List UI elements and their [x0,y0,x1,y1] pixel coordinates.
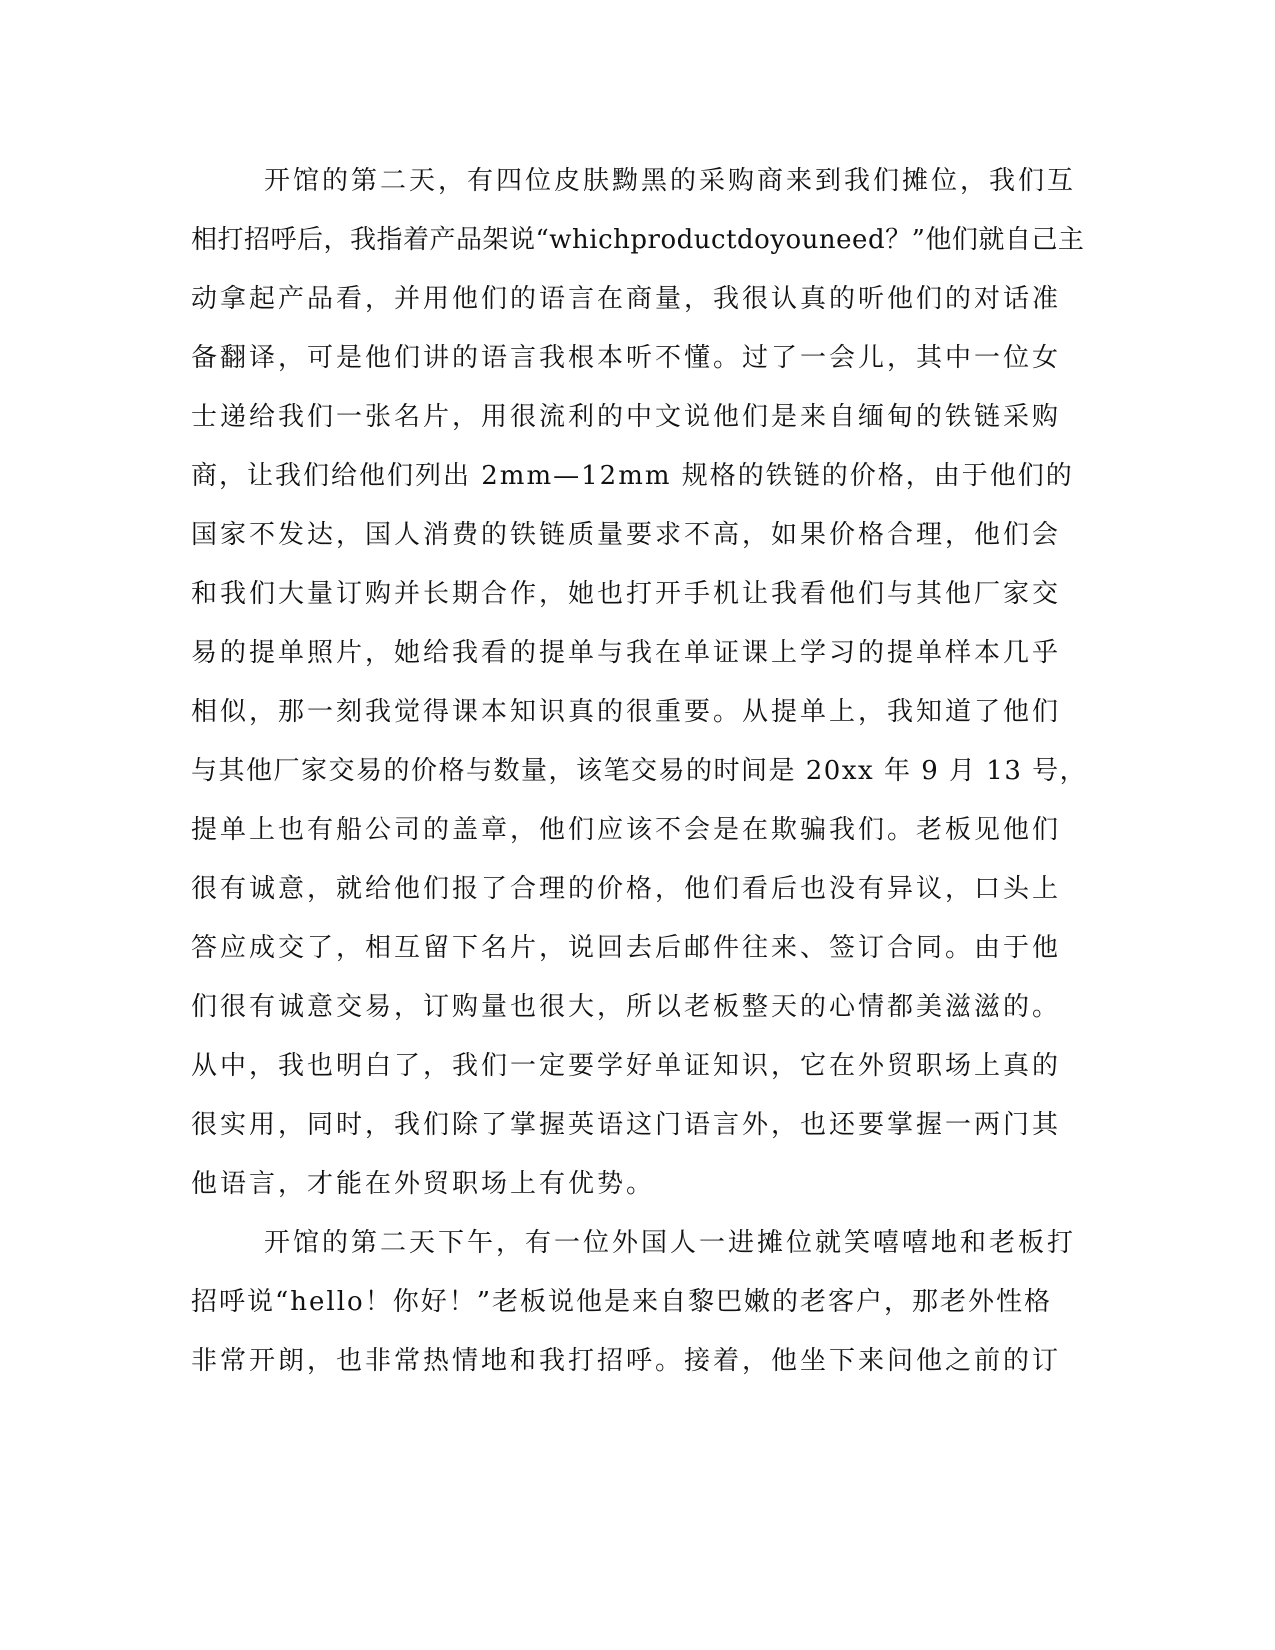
paragraph-line: 相似，那一刻我觉得课本知识真的很重要。从提单上，我知道了他们 [191,697,1062,727]
paragraph-line: 从中，我也明白了，我们一定要学好单证知识，它在外贸职场上真的 [191,1051,1062,1081]
paragraph-line: 商，让我们给他们列出 2mm—12mm 规格的铁链的价格，由于他们的 [191,461,1074,491]
paragraph-line: 国家不发达，国人消费的铁链质量要求不高，如果价格合理，他们会 [191,520,1062,550]
paragraph-line: 士递给我们一张名片，用很流利的中文说他们是来自缅甸的铁链采购 [191,402,1062,432]
paragraph-line: 他语言，才能在外贸职场上有优势。 [191,1169,656,1199]
paragraph-line: 非常开朗，也非常热情地和我打招呼。接着，他坐下来问他之前的订 [191,1346,1062,1376]
paragraph-line: 动拿起产品看，并用他们的语言在商量，我很认真的听他们的对话准 [191,284,1062,314]
paragraph-line: 备翻译，可是他们讲的语言我根本听不懂。过了一会儿，其中一位女 [191,343,1062,373]
paragraph-line: 招呼说“hello！你好！”老板说他是来自黎巴嫩的老客户，那老外性格 [191,1287,1053,1317]
paragraph-line: 很实用，同时，我们除了掌握英语这门语言外，也还要掌握一两门其 [191,1110,1062,1140]
paragraph-line: 很有诚意，就给他们报了合理的价格，他们看后也没有异议，口头上 [191,874,1062,904]
paragraph-line: 开馆的第二天，有四位皮肤黝黑的采购商来到我们摊位，我们互 [264,166,1077,196]
paragraph-line: 们很有诚意交易，订购量也很大，所以老板整天的心情都美滋滋的。 [191,992,1062,1022]
paragraph-line: 易的提单照片，她给我看的提单与我在单证课上学习的提单样本几乎 [191,638,1062,668]
paragraph-line: 相打招呼后，我指着产品架说“whichproductdoyouneed？”他们就自己主 [191,225,1085,255]
paragraph-line: 开馆的第二天下午，有一位外国人一进摊位就笑嘻嘻地和老板打 [264,1228,1077,1258]
paragraph-line: 答应成交了，相互留下名片，说回去后邮件往来、签订合同。由于他 [191,933,1062,963]
paragraph-line: 和我们大量订购并长期合作，她也打开手机让我看他们与其他厂家交 [191,579,1062,609]
paragraph-line: 与其他厂家交易的价格与数量，该笔交易的时间是 20xx 年 9 月 13 号， [191,756,1088,786]
paragraph-line: 提单上也有船公司的盖章，他们应该不会是在欺骗我们。老板见他们 [191,815,1062,845]
